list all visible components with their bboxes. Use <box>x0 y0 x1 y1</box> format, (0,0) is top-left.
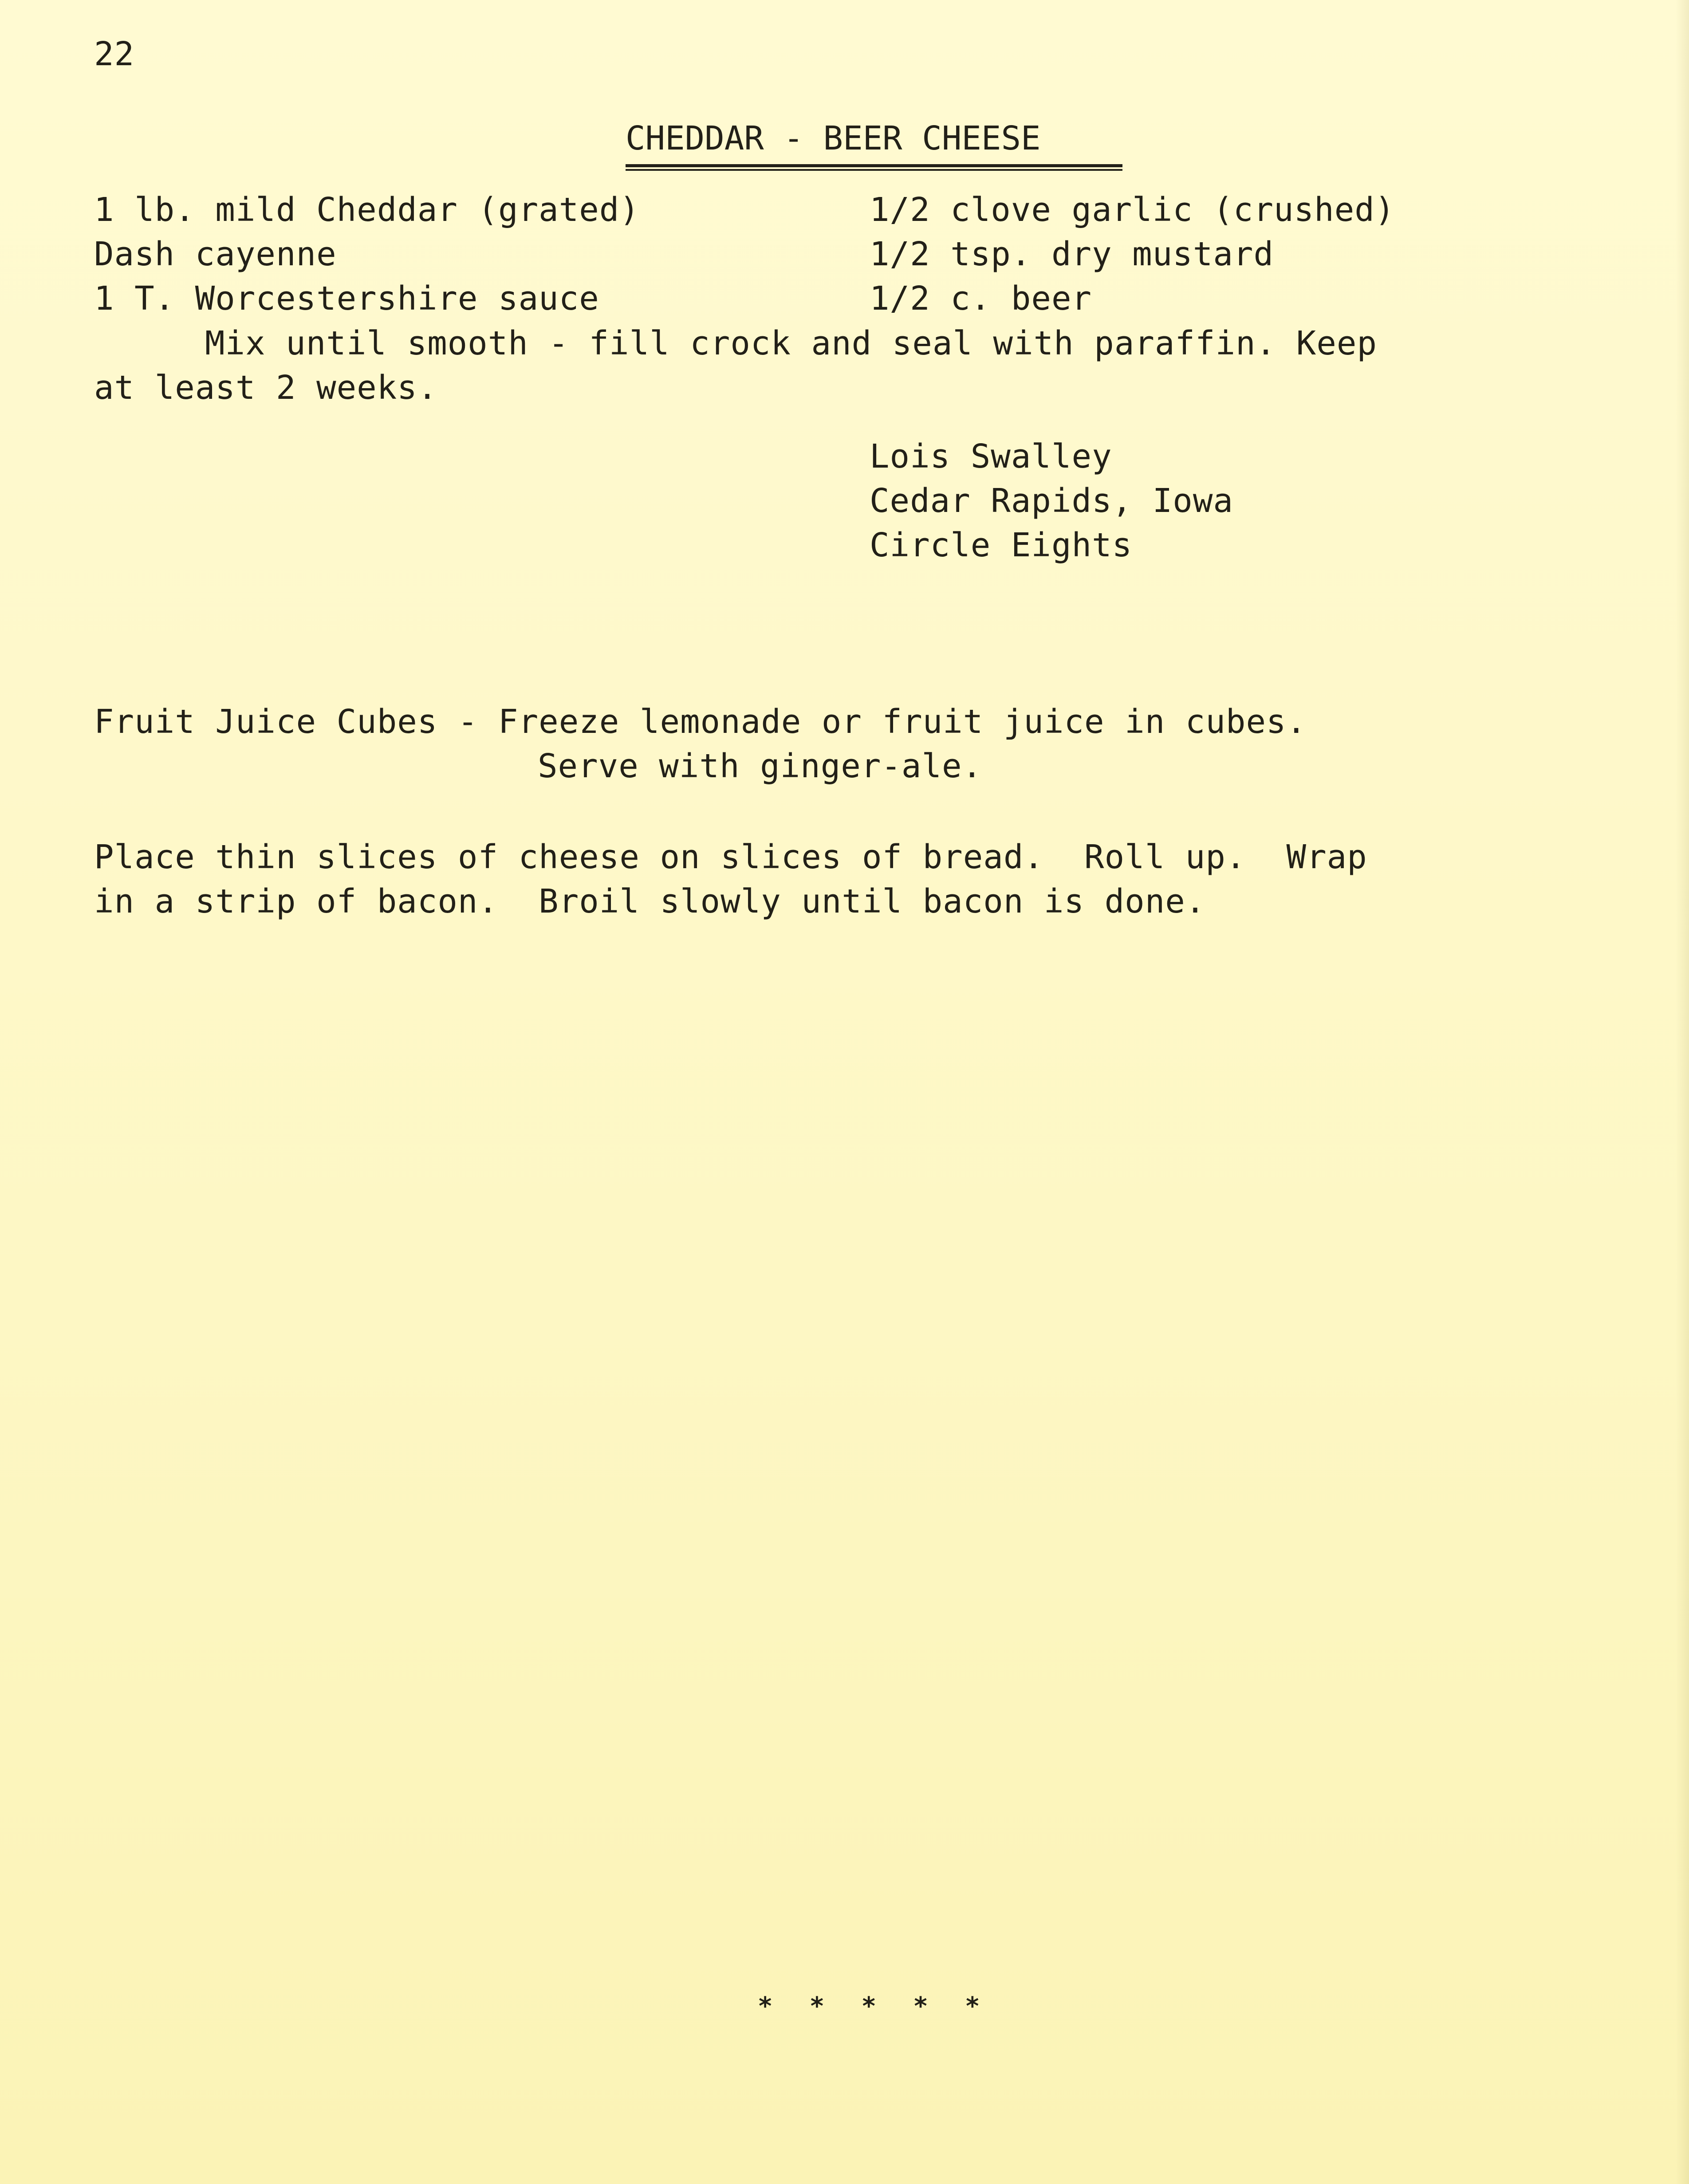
signature-name: Lois Swalley <box>870 437 1112 476</box>
ingredient-left-1: 1 lb. mild Cheddar (grated) <box>94 191 640 229</box>
fruit-juice-tip-line-1: Fruit Juice Cubes - Freeze lemonade or fruit juice in cubes. <box>94 703 1307 741</box>
instructions-line-2: at least 2 weeks. <box>94 369 438 407</box>
signature-place: Cedar Rapids, Iowa <box>870 482 1233 520</box>
recipe-title: CHEDDAR - BEER CHEESE <box>626 119 1041 157</box>
instructions-text-1: Mix until smooth - fill crock and seal with paraffin. Keep <box>205 324 1378 362</box>
ingredient-right-1: 1/2 clove garlic (crushed) <box>870 191 1395 229</box>
ingredient-right-3: 1/2 c. beer <box>870 279 1092 318</box>
bacon-tip-line-2: in a strip of bacon. Broil slowly until bacon is done. <box>94 882 1206 921</box>
section-divider: * * * * * <box>759 1992 994 2021</box>
page-number: 22 <box>94 35 135 73</box>
ingredient-right-2: 1/2 tsp. dry mustard <box>870 235 1274 273</box>
fruit-juice-tip-line-2: Serve with ginger-ale. <box>538 747 983 785</box>
ingredient-left-2: Dash cayenne <box>94 235 337 273</box>
recipe-title-block <box>626 116 1122 171</box>
ingredient-left-3: 1 T. Worcestershire sauce <box>94 279 599 318</box>
instructions-line-1 <box>94 321 1377 366</box>
title-underline-thin <box>626 169 1122 171</box>
page-edge-shadow <box>1676 0 1689 2184</box>
title-underline <box>626 164 1122 167</box>
signature-club: Circle Eights <box>870 526 1133 564</box>
bacon-tip-line-1: Place thin slices of cheese on slices of bread. Roll up. Wrap <box>94 838 1367 876</box>
